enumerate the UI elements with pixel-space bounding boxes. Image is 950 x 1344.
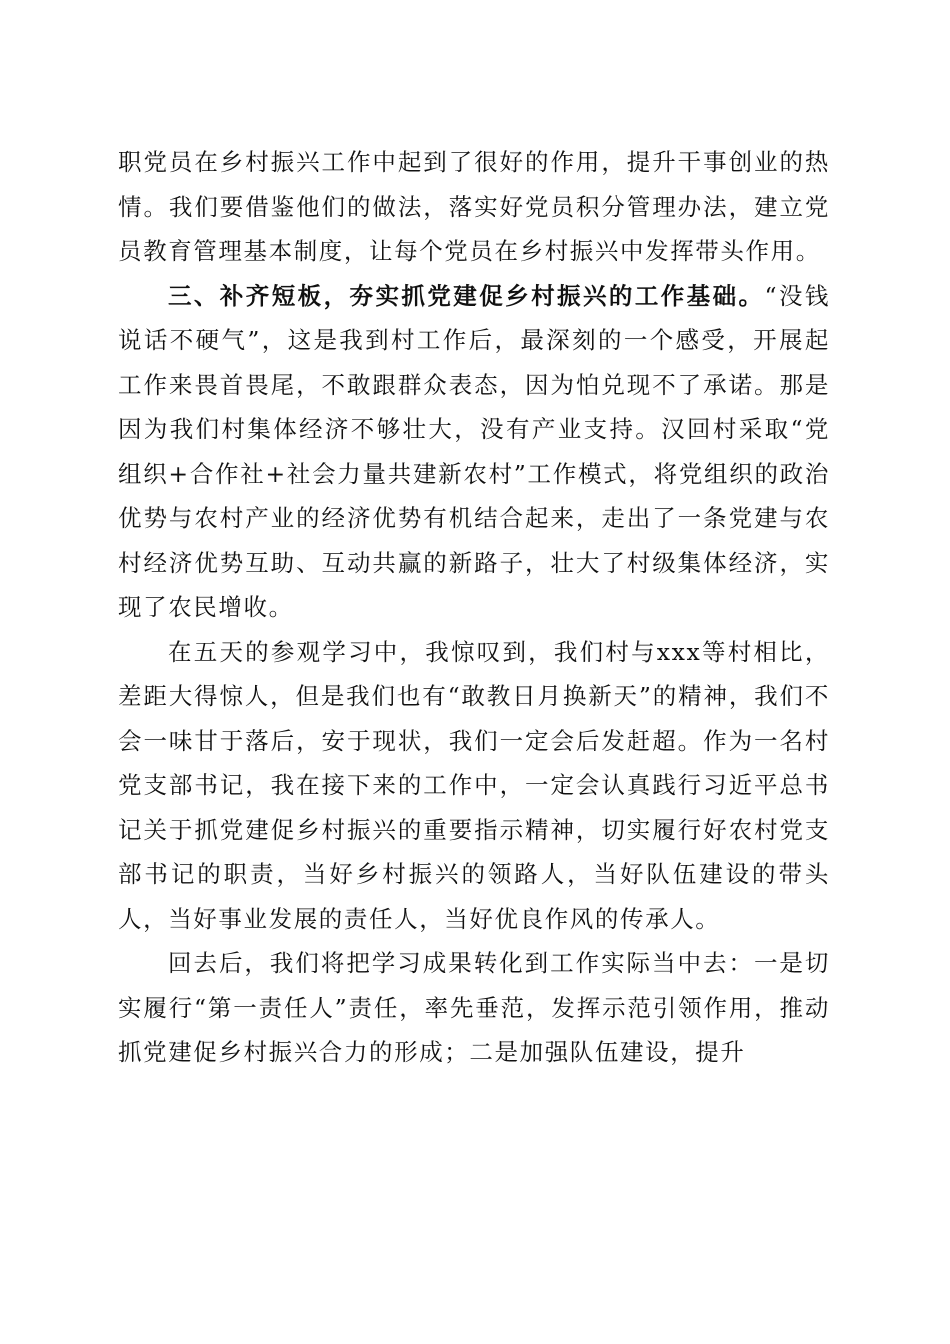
paragraph-text: “没钱说话不硬气”，这是我到村工作后，最深刻的一个感受，开展起工作来畏首畏尾，不敢跟群众表态，因为怕兑现不了承诺。那是因为我们村集体经济不够壮大，没有产业支持。汉回村采取“党组织+合作社+社会力量共建新农村”工作模式，将党组织的政治优势与农村产业的经济优势有机结合起来，走出了一条党建与农村经济优势互助、互动共赢的新路子，壮大了村级集体经济，实现了农民增收。 (118, 281, 830, 621)
paragraph-study-reflection (118, 630, 830, 942)
section-heading: 三、补齐短板，夯实抓党建促乡村振兴的工作基础。 (168, 281, 765, 310)
paragraph-text: 回去后，我们将把学习成果转化到工作实际当中去：一是切实履行“第一责任人”责任，率先垂范，发挥示范引领作用，推动抓党建促乡村振兴合力的形成；二是加强队伍建设，提升 (118, 949, 830, 1066)
paragraph-continuation (118, 140, 830, 274)
document-body (118, 140, 830, 1075)
paragraph-text: 职党员在乡村振兴工作中起到了很好的作用，提升干事创业的热情。我们要借鉴他们的做法，落实好党员积分管理办法，建立党员教育管理基本制度，让每个党员在乡村振兴中发挥带头作用。 (118, 148, 830, 265)
paragraph-section-three (118, 274, 830, 630)
paragraph-text: 在五天的参观学习中，我惊叹到，我们村与xxx等村相比，差距大得惊人，但是我们也有“敢教日月换新天”的精神，我们不会一味甘于落后，安于现状，我们一定会后发赶超。作为一名村党支部书记，我在接下来的工作中，一定会认真践行习近平总书记关于抓党建促乡村振兴的重要指示精神，切实履行好农村党支部书记的职责，当好乡村振兴的领路人，当好队伍建设的带头人，当好事业发展的责任人，当好优良作风的传承人。 (118, 637, 830, 933)
paragraph-next-steps (118, 941, 830, 1075)
